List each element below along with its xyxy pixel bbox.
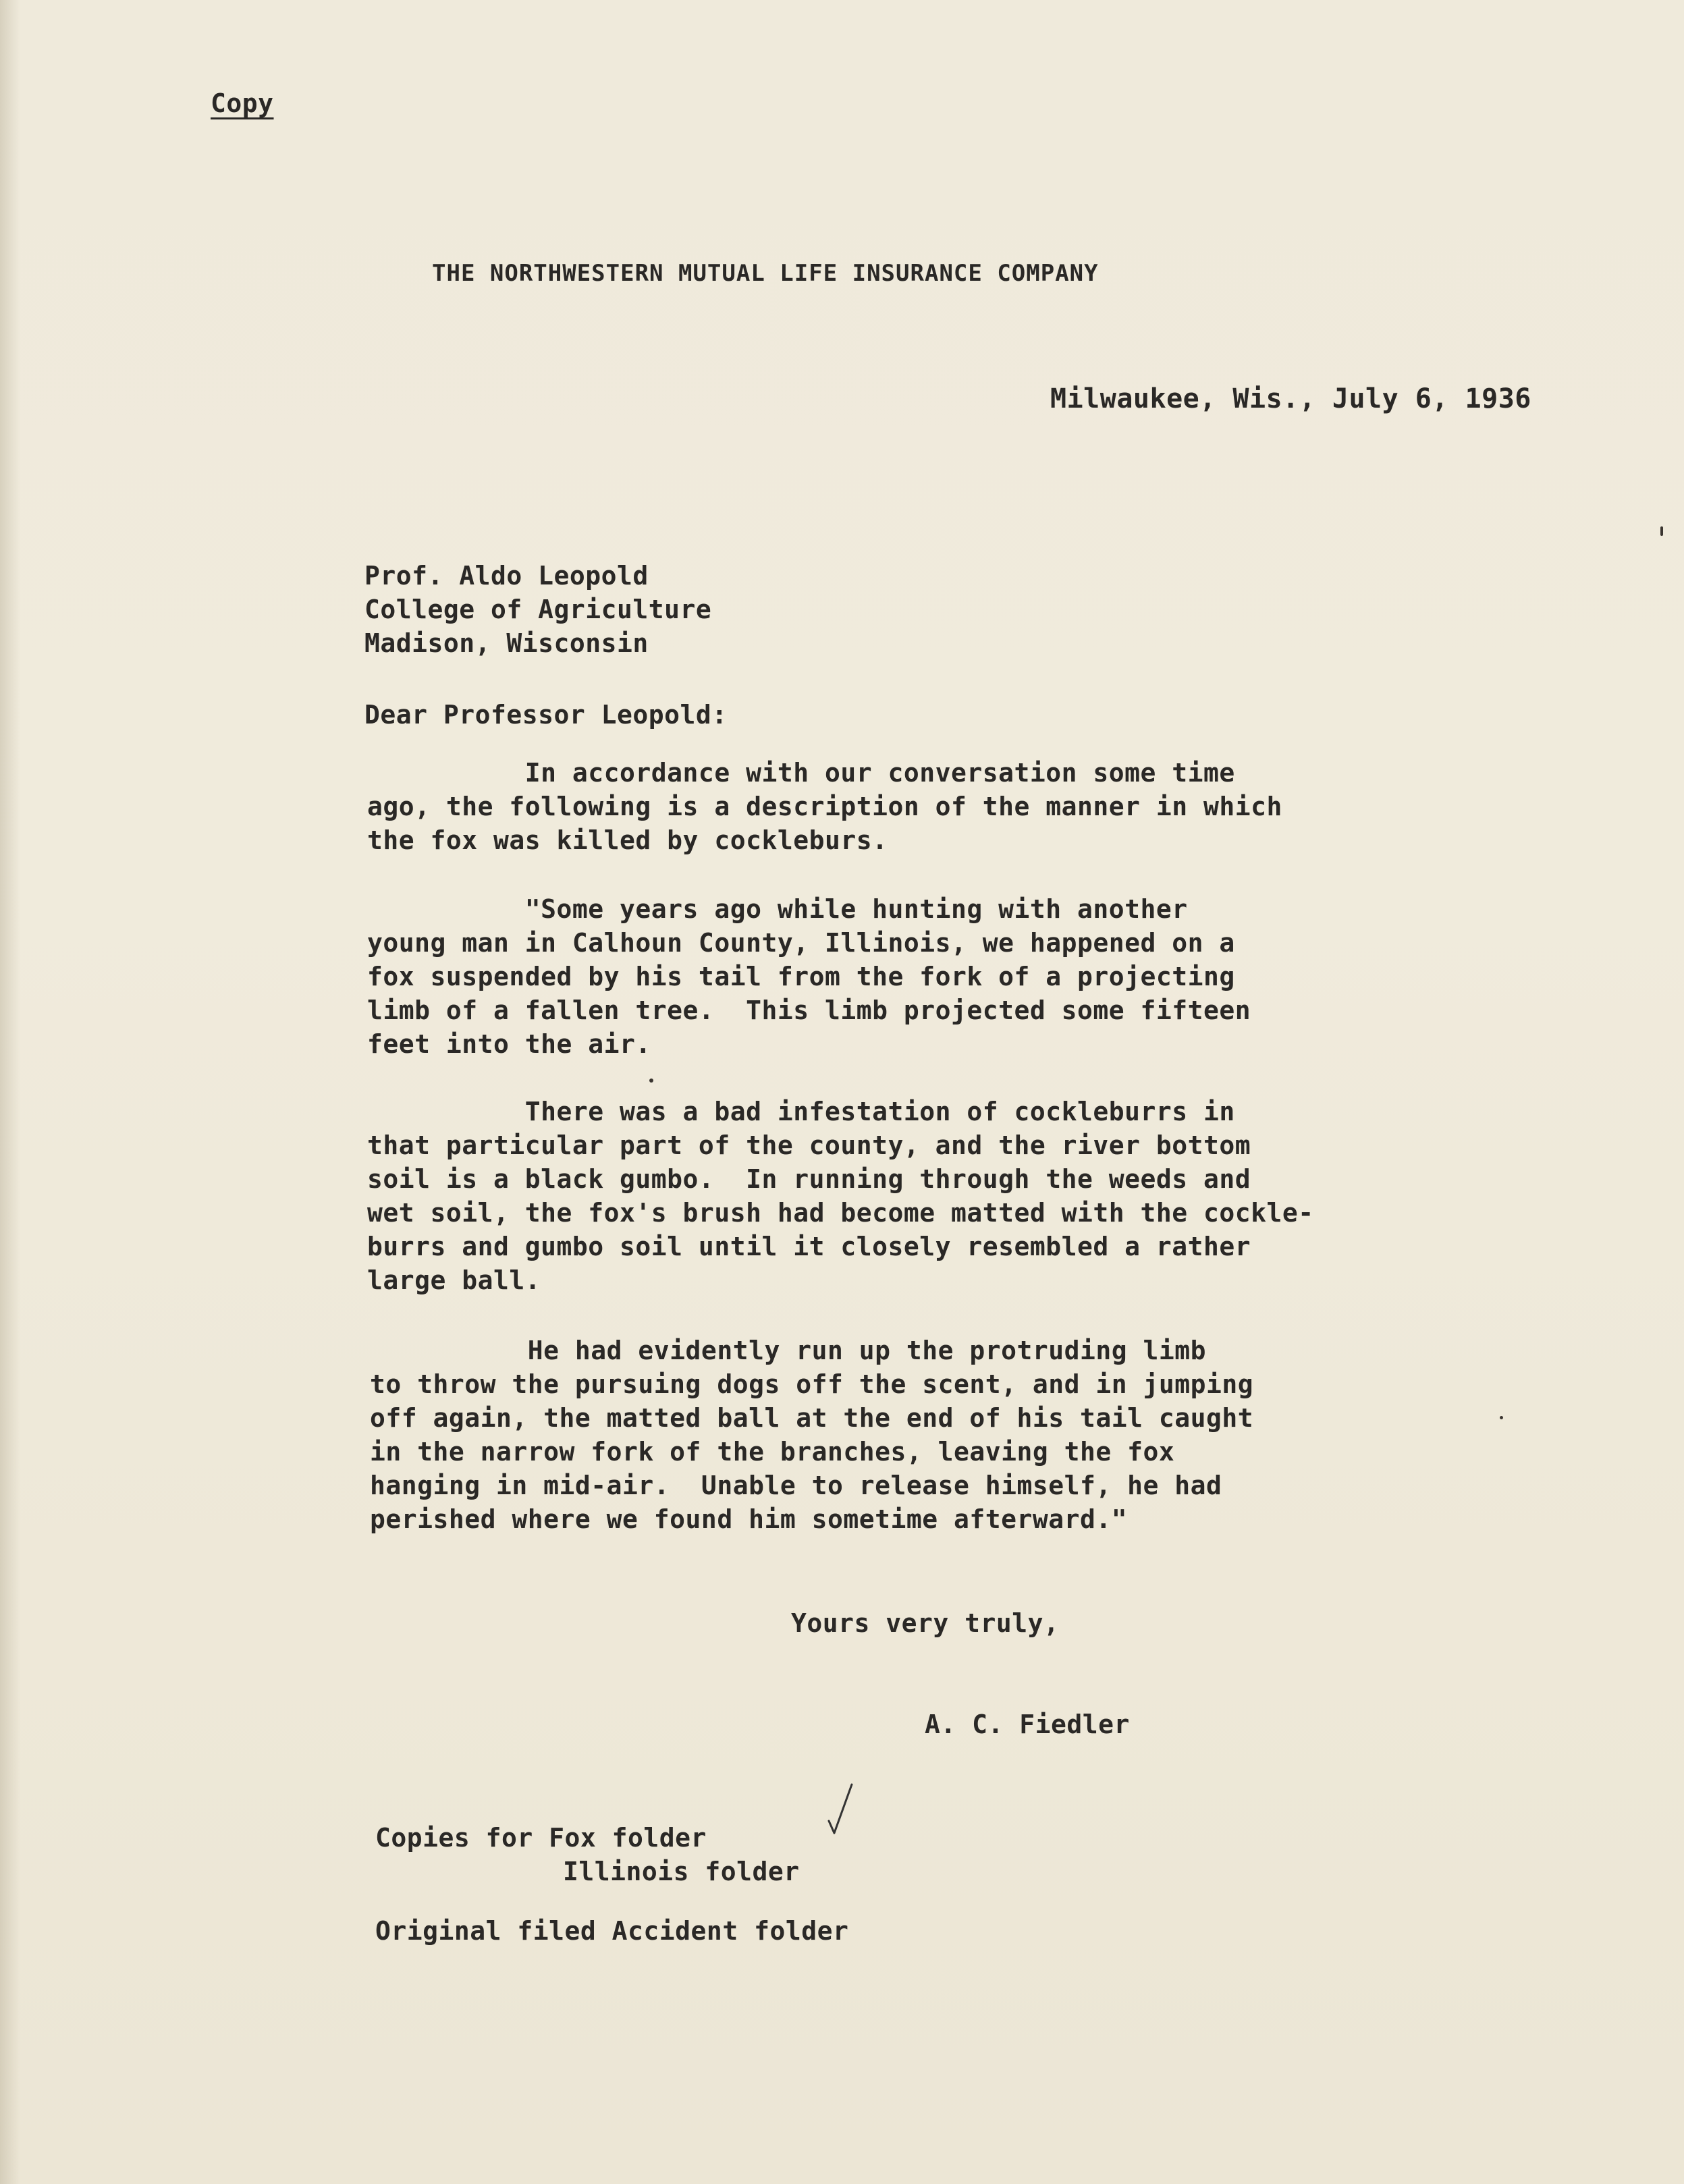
body-line: off again, the matted ball at the end of his tail caught — [370, 1403, 1254, 1433]
body-line: to throw the pursuing dogs off the scent, and in jumping — [370, 1369, 1254, 1399]
addressee-block — [364, 559, 711, 660]
body-paragraph-1 — [367, 756, 1282, 857]
body-line: ago, the following is a description of the manner in which — [367, 792, 1282, 821]
body-line: in the narrow fork of the branches, leaving the fox — [370, 1437, 1175, 1467]
ink-speck — [649, 1079, 653, 1083]
addressee-department: College of Agriculture — [364, 595, 712, 624]
copies-illinois-folder: Illinois folder — [563, 1857, 800, 1886]
checkmark-icon — [825, 1780, 854, 1840]
addressee-name: Prof. Aldo Leopold — [364, 561, 649, 591]
body-line: In accordance with our conversation some time — [367, 758, 1235, 788]
body-paragraph-2 — [367, 892, 1251, 1061]
body-line: limb of a fallen tree. This limb projected some fifteen — [367, 995, 1251, 1025]
addressee-city: Madison, Wisconsin — [364, 628, 649, 658]
body-line: fox suspended by his tail from the fork of a projecting — [367, 962, 1235, 991]
company-letterhead: THE NORTHWESTERN MUTUAL LIFE INSURANCE COMPANY — [432, 260, 1099, 287]
signature-name: A. C. Fiedler — [925, 1710, 1130, 1739]
body-line: There was a bad infestation of cockleburrs in — [367, 1097, 1235, 1126]
body-line: young man in Calhoun County, Illinois, we happened on a — [367, 928, 1235, 958]
body-line: wet soil, the fox's brush had become matted with the cockle- — [367, 1198, 1314, 1228]
body-line: the fox was killed by cockleburs. — [367, 825, 888, 855]
copy-mark: Copy — [211, 88, 274, 118]
body-line: burrs and gumbo soil until it closely resembled a rather — [367, 1232, 1251, 1261]
body-line: perished where we found him sometime afterward." — [370, 1504, 1128, 1534]
salutation: Dear Professor Leopold: — [364, 700, 728, 730]
body-line: "Some years ago while hunting with another — [367, 894, 1188, 924]
body-line: He had evidently run up the protruding limb — [370, 1336, 1207, 1365]
ink-speck — [1500, 1416, 1503, 1419]
body-line: feet into the air. — [367, 1029, 651, 1059]
body-paragraph-3 — [367, 1095, 1314, 1297]
body-line: that particular part of the county, and the river bottom — [367, 1130, 1251, 1160]
body-line: large ball. — [367, 1265, 541, 1295]
closing: Yours very truly, — [791, 1608, 1060, 1638]
copies-for-fox-folder: Copies for Fox folder — [375, 1823, 707, 1853]
dateline: Milwaukee, Wis., July 6, 1936 — [1050, 383, 1531, 414]
original-filed-note: Original filed Accident folder — [375, 1916, 849, 1946]
body-line: hanging in mid-air. Unable to release himself, he had — [370, 1471, 1222, 1500]
ink-speck — [1660, 526, 1663, 536]
body-paragraph-4 — [370, 1334, 1253, 1536]
body-line: soil is a black gumbo. In running through the weeds and — [367, 1164, 1251, 1194]
